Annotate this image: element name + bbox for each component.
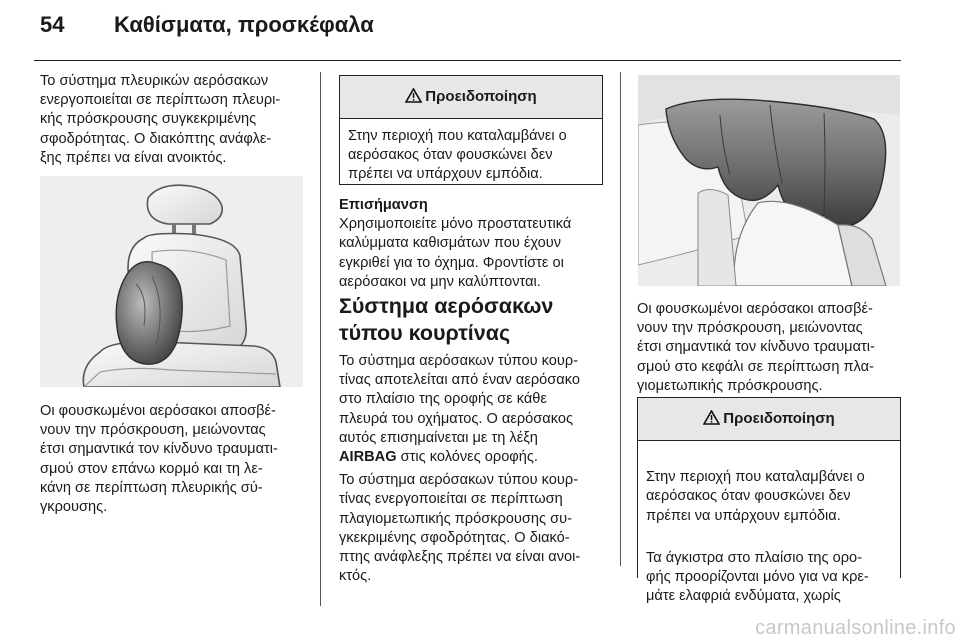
curtain-airbag-illustration — [638, 75, 900, 286]
warning-body-2 — [638, 441, 900, 634]
column-divider-1 — [320, 72, 321, 606]
warning-box-2 — [637, 397, 901, 605]
warning-box — [339, 75, 603, 185]
warning-title: Προειδοποίηση — [425, 88, 537, 105]
curtain-airbag-para-2: Το σύστημα αερόσακων τύπου κουρ- τίνας ενεργοποιείται σε περίπτωση πλαγιομετωπικής πρόσκρουσης συ- γκεκριμένης σφοδρότητας. Ο διακό- πτης ανάφλεξης πρέπει να είναι ανοι- κτός. — [339, 472, 581, 585]
side-airbag-intro: Το σύστημα πλευρικών αερόσακων ενεργοποιείται σε περίπτωση πλευρι- κής πρόσκρουσης συγκεκριμένης σφοδρότητας. Ο διακόπτης ανάφλε- ξης πρέπει να είναι ανοικτός. — [40, 73, 281, 166]
page-header — [0, 0, 960, 62]
warning-text-2b: Τα άγκιστρα στο πλαίσιο της ορο- φής προορίζονται μόνο για να κρε- μάτε ελαφριά ενδύματα, χωρίς — [646, 550, 869, 605]
note-text: Χρησιμοποιείτε μόνο προστατευτικά καλύμματα καθισμάτων που έχουν εγκριθεί για το όχημα. Φροντίστε οι αερόσακοι να μην καλύπτονται. — [339, 216, 572, 290]
page-number: 54 — [40, 12, 65, 37]
column-divider-2 — [620, 72, 621, 566]
para1-text-a: Το σύστημα αερόσακων τύπου κουρ- τίνας αποτελείται από έναν αερόσακο στο πλαίσιο της οροφής σε κάθε πλευρά του οχήματος. Ο αερόσακος αυτός επισημαίνεται με τη λέξη — [339, 353, 580, 446]
side-airbag-seat-figure — [40, 176, 303, 387]
column-left — [40, 72, 305, 168]
warning-text-2a: Στην περιοχή που καταλαμβάνει ο αερόσακος όταν φουσκώνει δεν πρέπει να υπάρχουν εμπόδια. — [646, 469, 865, 524]
header-divider — [34, 60, 901, 61]
warning-header-2 — [638, 398, 900, 441]
warning-title-2: Προειδοποίηση — [723, 410, 835, 427]
note-title: Επισήμανση — [339, 197, 428, 213]
watermark: carmanualsonline.info — [755, 617, 956, 639]
section-heading: Σύστημα αερόσακων τύπου κουρτίνας — [339, 294, 554, 345]
warning-triangle-icon — [703, 400, 720, 442]
curtain-airbag-caption: Οι φουσκωμένοι αερόσακοι αποσβέ- νουν την πρόσκρουση, μειώνοντας έτσι σημαντικά τον κίνδυνο τραυματι- σμού στο κεφάλι σε περίπτωση πλα- γιομετωπικής πρόσκρουσης. — [637, 301, 875, 394]
curtain-airbag-para-1 — [339, 352, 604, 467]
warning-header — [340, 76, 602, 119]
side-airbag-caption: Οι φουσκωμένοι αερόσακοι αποσβέ- νουν την πρόσκρουση, μειώνοντας έτσι σημαντικά τον κίνδυνο τραυματι- σμού στον επάνω κορμό και τη λε- κάνη σε περίπτωση πλευρικής σύ- γκρουσης. — [40, 403, 278, 516]
warning-triangle-icon — [405, 78, 422, 120]
chapter-title: Καθίσματα, προσκέφαλα — [114, 12, 374, 37]
seat-airbag-illustration — [40, 176, 303, 387]
column-left-lower — [40, 402, 305, 517]
curtain-airbag-section — [339, 293, 604, 586]
airbag-label: AIRBAG — [339, 449, 397, 466]
warning-text: Στην περιοχή που καταλαμβάνει ο αερόσακος όταν φουσκώνει δεν πρέπει να υπάρχουν εμπόδια. — [348, 128, 567, 183]
curtain-airbag-figure — [638, 75, 900, 286]
column-right — [637, 300, 902, 396]
para1-text-b: στις κολόνες οροφής. — [396, 449, 538, 466]
note-block — [339, 196, 604, 292]
